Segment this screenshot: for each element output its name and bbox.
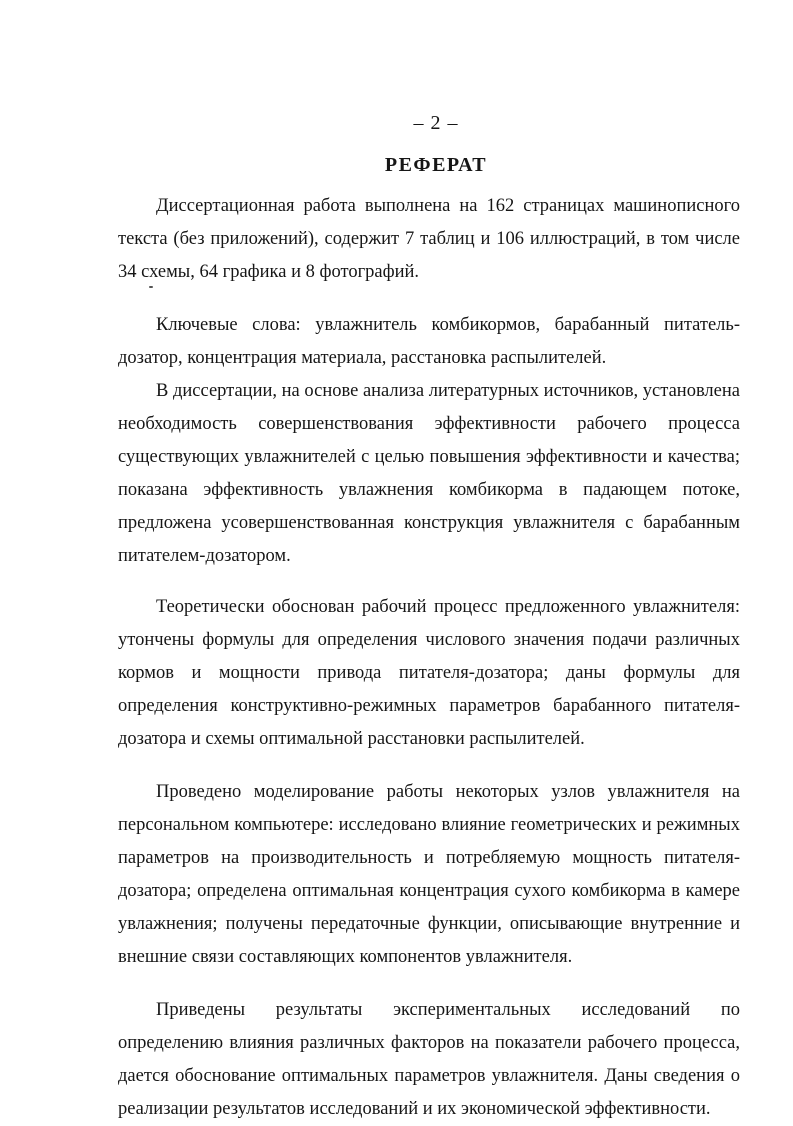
paragraph-theory: Теоретически обоснован рабочий процесс предложенного увлажнителя: утончены формулы для определения числового значения подачи различных кормов и мощности привода питателя-дозатора; даны формулы для определения конструктивно-режимных параметров барабанного питателя-дозатора и схемы оптимальной расстановки распылителей. xyxy=(118,597,740,749)
abstract-body xyxy=(118,190,740,1126)
paragraph-volume: Диссертационная работа выполнена на 162 страницах машинописного текста (без приложений), содержит 7 таблиц и 106 иллюстраций, в том числе 34 схемы, 64 графика и 8 фотографий. xyxy=(118,196,740,282)
paragraph-keywords: Ключевые слова: увлажнитель комбикормов, барабанный питатель-дозатор, концентрация материала, расстановка распылителей. xyxy=(118,315,740,368)
paragraph-experiments: Приведены результаты экспериментальных исследований по определению влияния различных факторов на показатели рабочего процесса, дается обоснование оптимальных параметров увлажнителя. Даны сведения о реализации результатов исследований и их экономической эффективности. xyxy=(118,1000,740,1119)
paragraph-modeling: Проведено моделирование работы некоторых узлов увлажнителя на персональном компьютере: исследовано влияние геометрических и режимных параметров на производительность и потребляемую мощность питателя-дозатора; определена оптимальная концентрация сухого комбикорма в камере увлажнения; получены передаточные функции, описывающие внутренние и внешние связи составляющих компонентов увлажнителя. xyxy=(118,782,740,967)
document-title: РЕФЕРАТ xyxy=(384,154,488,176)
paragraph-analysis: В диссертации, на основе анализа литературных источников, установлена необходимость совершенствования эффективности рабочего процесса существующих увлажнителей с целью повышения эффективности и качества; показана эффективность увлажнения комбикорма в падающем потоке, предложена усовершенствованная конструкция увлажнителя с барабанным питателем-дозатором. xyxy=(118,381,740,566)
page-number: – 2 – xyxy=(413,112,459,134)
